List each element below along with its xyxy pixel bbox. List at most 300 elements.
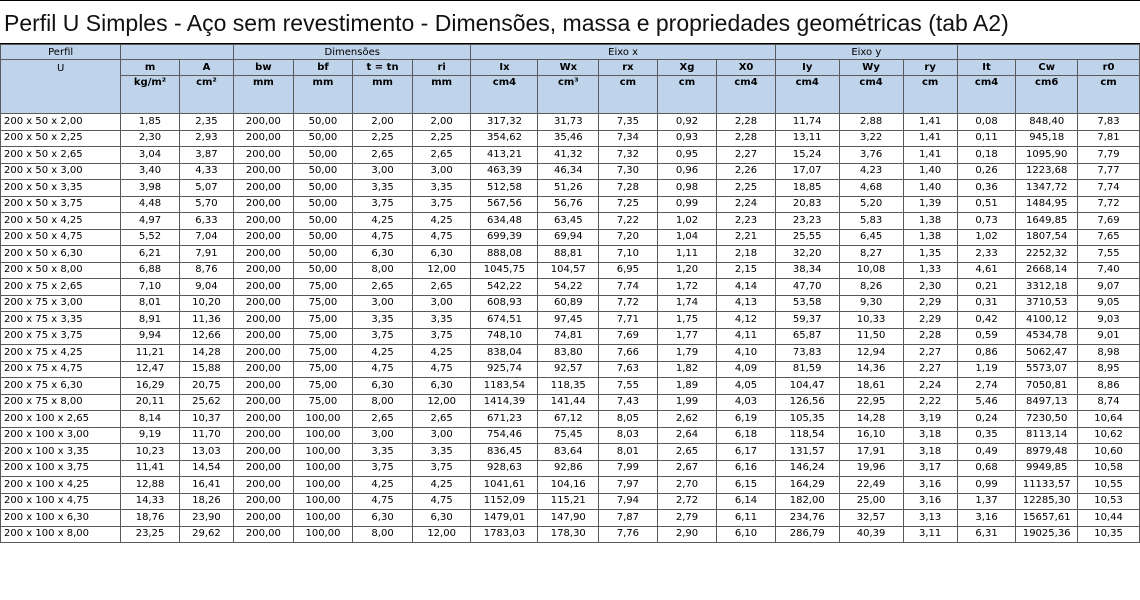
value-cell: 3,00 [412, 427, 471, 444]
profile-name-cell: 200 x 100 x 2,65 [1, 411, 121, 428]
value-cell: 542,22 [471, 279, 538, 296]
value-cell: 7,63 [599, 361, 658, 378]
value-cell: 97,45 [538, 312, 599, 329]
value-cell: 0,42 [957, 312, 1016, 329]
value-cell: 100,00 [293, 493, 353, 510]
value-cell: 5573,07 [1016, 361, 1078, 378]
value-cell: 9949,85 [1016, 460, 1078, 477]
value-cell: 18,76 [121, 510, 180, 527]
column-header: bw [234, 60, 294, 76]
value-cell: 3,13 [903, 510, 957, 527]
value-cell: 13,03 [179, 444, 233, 461]
value-cell: 836,45 [471, 444, 538, 461]
profile-name-cell: 200 x 100 x 4,75 [1, 493, 121, 510]
value-cell: 2,72 [657, 493, 717, 510]
value-cell: 10,08 [839, 262, 903, 279]
value-cell: 748,10 [471, 328, 538, 345]
value-cell: 671,23 [471, 411, 538, 428]
value-cell: 634,48 [471, 213, 538, 230]
value-cell: 100,00 [293, 444, 353, 461]
value-cell: 567,56 [471, 196, 538, 213]
value-cell: 75,00 [293, 279, 353, 296]
value-cell: 22,49 [839, 477, 903, 494]
value-cell: 2,27 [903, 361, 957, 378]
value-cell: 10,58 [1078, 460, 1140, 477]
value-cell: 100,00 [293, 477, 353, 494]
value-cell: 10,62 [1078, 427, 1140, 444]
value-cell: 4,48 [121, 196, 180, 213]
value-cell: 3,35 [353, 312, 413, 329]
value-cell: 50,00 [293, 130, 353, 147]
value-cell: 4,75 [353, 361, 413, 378]
column-unit: cm4 [717, 76, 776, 114]
value-cell: 1,02 [657, 213, 717, 230]
value-cell: 50,00 [293, 213, 353, 230]
table-row [1, 114, 1140, 131]
profile-name-cell: 200 x 50 x 3,00 [1, 163, 121, 180]
value-cell: 1,19 [957, 361, 1016, 378]
value-cell: 53,58 [775, 295, 839, 312]
column-header: A [179, 60, 233, 76]
table-row [1, 345, 1140, 362]
value-cell: 7,99 [599, 460, 658, 477]
value-cell: 4,25 [353, 345, 413, 362]
value-cell: 31,73 [538, 114, 599, 131]
value-cell: 7,81 [1078, 130, 1140, 147]
value-cell: 1,99 [657, 394, 717, 411]
value-cell: 54,22 [538, 279, 599, 296]
column-header: rx [599, 60, 658, 76]
value-cell: 3,22 [839, 130, 903, 147]
value-cell: 674,51 [471, 312, 538, 329]
value-cell: 4,10 [717, 345, 776, 362]
value-cell: 0,93 [657, 130, 717, 147]
value-cell: 9,30 [839, 295, 903, 312]
value-cell: 200,00 [234, 246, 294, 263]
value-cell: 3,75 [353, 460, 413, 477]
value-cell: 126,56 [775, 394, 839, 411]
value-cell: 15,88 [179, 361, 233, 378]
value-cell: 1095,90 [1016, 147, 1078, 164]
value-cell: 9,03 [1078, 312, 1140, 329]
value-cell: 7,28 [599, 180, 658, 197]
value-cell: 200,00 [234, 427, 294, 444]
value-cell: 8113,14 [1016, 427, 1078, 444]
value-cell: 12,00 [412, 262, 471, 279]
value-cell: 4,97 [121, 213, 180, 230]
value-cell: 83,80 [538, 345, 599, 362]
value-cell: 10,23 [121, 444, 180, 461]
value-cell: 47,70 [775, 279, 839, 296]
profile-name-cell: 200 x 75 x 4,75 [1, 361, 121, 378]
value-cell: 1,40 [903, 180, 957, 197]
value-cell: 3,00 [412, 163, 471, 180]
value-cell: 0,49 [957, 444, 1016, 461]
value-cell: 4,13 [717, 295, 776, 312]
value-cell: 0,31 [957, 295, 1016, 312]
value-cell: 100,00 [293, 411, 353, 428]
value-cell: 3,18 [903, 427, 957, 444]
value-cell: 3,35 [353, 444, 413, 461]
value-cell: 10,64 [1078, 411, 1140, 428]
value-cell: 2,88 [839, 114, 903, 131]
symbol-row [1, 60, 1140, 76]
value-cell: 12,94 [839, 345, 903, 362]
value-cell: 2,62 [657, 411, 717, 428]
value-cell: 22,95 [839, 394, 903, 411]
value-cell: 2,28 [903, 328, 957, 345]
profile-name-cell: 200 x 50 x 2,25 [1, 130, 121, 147]
value-cell: 3,16 [903, 493, 957, 510]
value-cell: 0,21 [957, 279, 1016, 296]
value-cell: 8,01 [121, 295, 180, 312]
value-cell: 8,98 [1078, 345, 1140, 362]
value-cell: 2,15 [717, 262, 776, 279]
value-cell: 4,11 [717, 328, 776, 345]
value-cell: 4,75 [353, 229, 413, 246]
value-cell: 115,21 [538, 493, 599, 510]
value-cell: 12285,30 [1016, 493, 1078, 510]
column-unit: cm [599, 76, 658, 114]
value-cell: 0,68 [957, 460, 1016, 477]
value-cell: 69,94 [538, 229, 599, 246]
value-cell: 6,30 [353, 246, 413, 263]
value-cell: 19,96 [839, 460, 903, 477]
value-cell: 100,00 [293, 526, 353, 543]
value-cell: 17,07 [775, 163, 839, 180]
value-cell: 3,18 [903, 444, 957, 461]
column-header: Ix [471, 60, 538, 76]
value-cell: 50,00 [293, 147, 353, 164]
value-cell: 29,62 [179, 526, 233, 543]
profile-name-cell: 200 x 50 x 3,75 [1, 196, 121, 213]
value-cell: 60,89 [538, 295, 599, 312]
value-cell: 14,28 [839, 411, 903, 428]
value-cell: 13,11 [775, 130, 839, 147]
value-cell: 2,30 [121, 130, 180, 147]
value-cell: 1,77 [657, 328, 717, 345]
column-header: Wy [839, 60, 903, 76]
profile-name-cell: 200 x 75 x 3,75 [1, 328, 121, 345]
table-row [1, 526, 1140, 543]
value-cell: 6,11 [717, 510, 776, 527]
value-cell: 15657,61 [1016, 510, 1078, 527]
value-cell: 6,95 [599, 262, 658, 279]
value-cell: 0,24 [957, 411, 1016, 428]
value-cell: 65,87 [775, 328, 839, 345]
value-cell: 23,25 [121, 526, 180, 543]
value-cell: 4,75 [412, 229, 471, 246]
value-cell: 8,00 [353, 394, 413, 411]
value-cell: 32,57 [839, 510, 903, 527]
value-cell: 200,00 [234, 378, 294, 395]
value-cell: 6,14 [717, 493, 776, 510]
value-cell: 6,30 [412, 246, 471, 263]
value-cell: 104,57 [538, 262, 599, 279]
table-row [1, 229, 1140, 246]
value-cell: 0,26 [957, 163, 1016, 180]
value-cell: 2,64 [657, 427, 717, 444]
value-cell: 200,00 [234, 526, 294, 543]
value-cell: 2,25 [412, 130, 471, 147]
value-cell: 8,26 [839, 279, 903, 296]
value-cell: 2,65 [353, 279, 413, 296]
value-cell: 1,38 [903, 229, 957, 246]
value-cell: 100,00 [293, 427, 353, 444]
value-cell: 4,25 [353, 213, 413, 230]
value-cell: 1,04 [657, 229, 717, 246]
value-cell: 12,88 [121, 477, 180, 494]
value-cell: 14,28 [179, 345, 233, 362]
column-unit: mm [412, 76, 471, 114]
value-cell: 3,16 [957, 510, 1016, 527]
sheet-title: Perfil U Simples - Aço sem revestimento - Dimensões, massa e propriedades geométricas (tab A2) [0, 0, 1140, 44]
value-cell: 1,38 [903, 213, 957, 230]
value-cell: 104,16 [538, 477, 599, 494]
value-cell: 3,75 [353, 328, 413, 345]
value-cell: 2,24 [903, 378, 957, 395]
value-cell: 56,76 [538, 196, 599, 213]
value-cell: 10,53 [1078, 493, 1140, 510]
value-cell: 1807,54 [1016, 229, 1078, 246]
value-cell: 8497,13 [1016, 394, 1078, 411]
value-cell: 75,00 [293, 361, 353, 378]
value-cell: 59,37 [775, 312, 839, 329]
value-cell: 7,71 [599, 312, 658, 329]
value-cell: 945,18 [1016, 130, 1078, 147]
column-header: X0 [717, 60, 776, 76]
value-cell: 9,01 [1078, 328, 1140, 345]
value-cell: 1,37 [957, 493, 1016, 510]
value-cell: 104,47 [775, 378, 839, 395]
value-cell: 0,92 [657, 114, 717, 131]
profile-name-cell: 200 x 75 x 3,00 [1, 295, 121, 312]
group-blank [121, 45, 234, 60]
value-cell: 0,18 [957, 147, 1016, 164]
value-cell: 4,75 [412, 361, 471, 378]
value-cell: 7,76 [599, 526, 658, 543]
value-cell: 10,55 [1078, 477, 1140, 494]
value-cell: 2,65 [657, 444, 717, 461]
value-cell: 6,18 [717, 427, 776, 444]
value-cell: 20,83 [775, 196, 839, 213]
value-cell: 2,90 [657, 526, 717, 543]
value-cell: 1,75 [657, 312, 717, 329]
value-cell: 0,99 [957, 477, 1016, 494]
column-header: t = tn [353, 60, 413, 76]
value-cell: 3,00 [353, 163, 413, 180]
value-cell: 3,75 [412, 328, 471, 345]
table-row [1, 295, 1140, 312]
value-cell: 7,79 [1078, 147, 1140, 164]
value-cell: 200,00 [234, 510, 294, 527]
value-cell: 0,51 [957, 196, 1016, 213]
value-cell: 8,91 [121, 312, 180, 329]
value-cell: 754,46 [471, 427, 538, 444]
column-unit: kg/m² [121, 76, 180, 114]
value-cell: 7,40 [1078, 262, 1140, 279]
value-cell: 317,32 [471, 114, 538, 131]
value-cell: 7,34 [599, 130, 658, 147]
value-cell: 8,27 [839, 246, 903, 263]
value-cell: 75,00 [293, 295, 353, 312]
value-cell: 23,23 [775, 213, 839, 230]
value-cell: 4534,78 [1016, 328, 1078, 345]
value-cell: 92,86 [538, 460, 599, 477]
value-cell: 2,29 [903, 312, 957, 329]
value-cell: 50,00 [293, 229, 353, 246]
value-cell: 23,90 [179, 510, 233, 527]
value-cell: 131,57 [775, 444, 839, 461]
value-cell: 2,74 [957, 378, 1016, 395]
value-cell: 5,83 [839, 213, 903, 230]
value-cell: 888,08 [471, 246, 538, 263]
value-cell: 7230,50 [1016, 411, 1078, 428]
value-cell: 2,25 [717, 180, 776, 197]
table-row [1, 130, 1140, 147]
value-cell: 0,08 [957, 114, 1016, 131]
column-header: Iy [775, 60, 839, 76]
unit-row [1, 76, 1140, 114]
value-cell: 7,72 [599, 295, 658, 312]
value-cell: 0,59 [957, 328, 1016, 345]
value-cell: 200,00 [234, 328, 294, 345]
group-perfil: Perfil [1, 45, 121, 60]
column-unit: cm² [179, 76, 233, 114]
value-cell: 50,00 [293, 114, 353, 131]
value-cell: 2,33 [957, 246, 1016, 263]
value-cell: 9,94 [121, 328, 180, 345]
value-cell: 463,39 [471, 163, 538, 180]
value-cell: 15,24 [775, 147, 839, 164]
value-cell: 4,25 [412, 213, 471, 230]
value-cell: 1041,61 [471, 477, 538, 494]
value-cell: 8,03 [599, 427, 658, 444]
value-cell: 7,55 [1078, 246, 1140, 263]
value-cell: 18,61 [839, 378, 903, 395]
value-cell: 6,30 [412, 378, 471, 395]
value-cell: 41,32 [538, 147, 599, 164]
table-row [1, 328, 1140, 345]
table-row [1, 312, 1140, 329]
value-cell: 16,29 [121, 378, 180, 395]
value-cell: 2,28 [717, 114, 776, 131]
value-cell: 2,25 [353, 130, 413, 147]
value-cell: 2,26 [717, 163, 776, 180]
value-cell: 7,91 [179, 246, 233, 263]
value-cell: 12,66 [179, 328, 233, 345]
value-cell: 10,33 [839, 312, 903, 329]
value-cell: 2,22 [903, 394, 957, 411]
value-cell: 1,02 [957, 229, 1016, 246]
value-cell: 20,11 [121, 394, 180, 411]
profile-name-cell: 200 x 100 x 3,35 [1, 444, 121, 461]
value-cell: 4,75 [353, 493, 413, 510]
value-cell: 200,00 [234, 394, 294, 411]
table-header [1, 45, 1140, 114]
table-row [1, 262, 1140, 279]
table-row [1, 180, 1140, 197]
value-cell: 6,17 [717, 444, 776, 461]
value-cell: 0,73 [957, 213, 1016, 230]
value-cell: 3710,53 [1016, 295, 1078, 312]
value-cell: 3,76 [839, 147, 903, 164]
value-cell: 5,46 [957, 394, 1016, 411]
value-cell: 11,36 [179, 312, 233, 329]
value-cell: 12,00 [412, 526, 471, 543]
value-cell: 25,55 [775, 229, 839, 246]
value-cell: 51,26 [538, 180, 599, 197]
profile-name-cell: 200 x 75 x 3,35 [1, 312, 121, 329]
profile-name-cell: 200 x 75 x 2,65 [1, 279, 121, 296]
value-cell: 17,91 [839, 444, 903, 461]
value-cell: 25,00 [839, 493, 903, 510]
value-cell: 200,00 [234, 312, 294, 329]
value-cell: 200,00 [234, 196, 294, 213]
column-header: It [957, 60, 1016, 76]
value-cell: 11,70 [179, 427, 233, 444]
group-eixo-y: Eixo y [775, 45, 957, 60]
value-cell: 1,72 [657, 279, 717, 296]
value-cell: 3,00 [353, 427, 413, 444]
value-cell: 3,87 [179, 147, 233, 164]
column-unit: cm6 [1016, 76, 1078, 114]
value-cell: 3,00 [412, 295, 471, 312]
profile-name-cell: 200 x 50 x 8,00 [1, 262, 121, 279]
value-cell: 3,98 [121, 180, 180, 197]
value-cell: 3,17 [903, 460, 957, 477]
value-cell: 7,35 [599, 114, 658, 131]
value-cell: 7,83 [1078, 114, 1140, 131]
value-cell: 2,24 [717, 196, 776, 213]
value-cell: 1,11 [657, 246, 717, 263]
value-cell: 1479,01 [471, 510, 538, 527]
value-cell: 10,35 [1078, 526, 1140, 543]
profile-name-cell: 200 x 75 x 8,00 [1, 394, 121, 411]
value-cell: 699,39 [471, 229, 538, 246]
value-cell: 5062,47 [1016, 345, 1078, 362]
value-cell: 1183,54 [471, 378, 538, 395]
value-cell: 4100,12 [1016, 312, 1078, 329]
value-cell: 4,68 [839, 180, 903, 197]
value-cell: 6,21 [121, 246, 180, 263]
value-cell: 3312,18 [1016, 279, 1078, 296]
value-cell: 1484,95 [1016, 196, 1078, 213]
value-cell: 11,21 [121, 345, 180, 362]
value-cell: 0,86 [957, 345, 1016, 362]
value-cell: 200,00 [234, 114, 294, 131]
value-cell: 512,58 [471, 180, 538, 197]
value-cell: 2,00 [353, 114, 413, 131]
value-cell: 354,62 [471, 130, 538, 147]
column-unit: cm [903, 76, 957, 114]
value-cell: 12,47 [121, 361, 180, 378]
value-cell: 1045,75 [471, 262, 538, 279]
value-cell: 6,45 [839, 229, 903, 246]
table-row [1, 378, 1140, 395]
value-cell: 7,97 [599, 477, 658, 494]
value-cell: 18,85 [775, 180, 839, 197]
value-cell: 9,19 [121, 427, 180, 444]
value-cell: 6,15 [717, 477, 776, 494]
value-cell: 7,10 [121, 279, 180, 296]
column-unit: cm4 [957, 76, 1016, 114]
value-cell: 75,45 [538, 427, 599, 444]
value-cell: 14,33 [121, 493, 180, 510]
value-cell: 7,55 [599, 378, 658, 395]
value-cell: 1,82 [657, 361, 717, 378]
value-cell: 2,35 [179, 114, 233, 131]
